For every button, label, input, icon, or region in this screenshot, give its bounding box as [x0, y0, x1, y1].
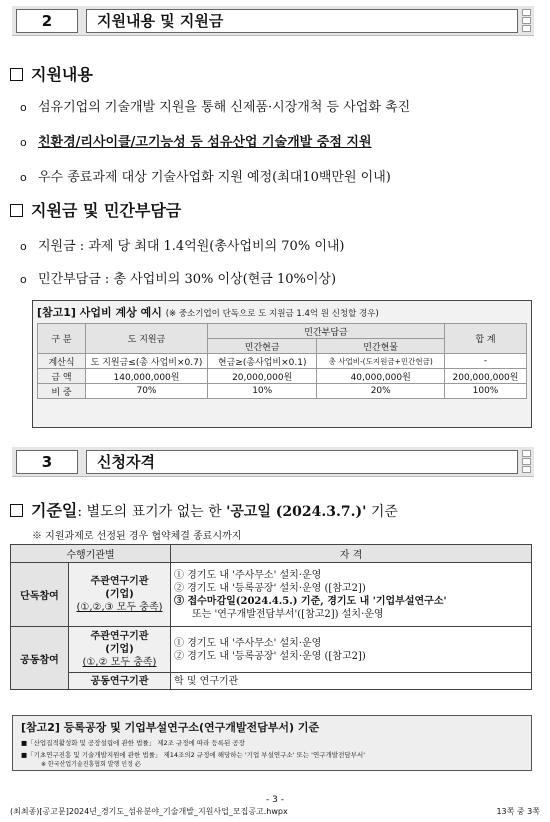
- budget-example-title: [참고1] 사업비 계상 예시 (※ 중소기업이 단독으로 도 지원금 1.4억 원 신청할 경우): [37, 306, 379, 319]
- circle-bullet-icon: o: [20, 101, 27, 114]
- table-row: 계산식 도 지원금≤(총 사업비×0.7) 현금≥(총사업비×0.1) 총 사업비-(도지원금+민간현금) -: [38, 354, 527, 369]
- list-item: o 민간부담금 : 총 사업비의 30% 이상(현금 10%이상): [20, 272, 337, 287]
- circle-bullet-icon: o: [20, 136, 27, 149]
- factory-criteria-box: [참고2] 등록공장 및 기업부설연구소(연구개발전담부서) 기준 ■「산업집적활성화 및 공장설립에 관한 법률」 제2조 규정에 따라 등록된 공장 ■「기초연구진흥 및 기술개발지원에 관한 법률」 제14조의2 규정에 해당하는 '기업 부설연구소' 또는 '연구개발전담부서' ※ 한국산업기술진흥협회 발행 인정 必: [12, 715, 532, 771]
- base-date-note: ※ 지원과제로 선정된 경우 협약체결 종료시까지: [32, 531, 242, 542]
- budget-example-box: [32, 300, 532, 428]
- section-header: [12, 447, 534, 477]
- section-number: 3: [16, 450, 78, 474]
- base-date-line: 기준일: 별도의 표기가 없는 한 '공고일 (2024.3.7.)' 기준: [10, 498, 398, 521]
- list-item: o 섬유기업의 기술개발 지원을 통해 신제품·시장개척 등 사업화 촉진: [20, 100, 411, 115]
- list-item: o 친환경/리사이클/고기능성 등 섬유산업 기술개발 중점 지원: [20, 135, 372, 150]
- list-item: o 우수 종료과제 대상 기술사업화 지원 예정(최대10백만원 이내): [20, 170, 391, 185]
- page-number: - 3 -: [266, 795, 284, 805]
- circle-bullet-icon: o: [20, 240, 27, 253]
- tab-decoration: [522, 450, 531, 474]
- table-row: 금 액 140,000,000원 20,000,000원 40,000,000원 200,000,000원: [38, 369, 527, 384]
- support-content-heading: 지원내용: [10, 62, 93, 85]
- section-header: [12, 6, 534, 36]
- square-bullet-icon: [10, 204, 23, 217]
- tab-decoration: [522, 9, 531, 33]
- list-item: o 지원금 : 과제 당 최대 1.4억원(총사업비의 70% 이내): [20, 239, 345, 254]
- footer-filename: (최최종)[공고문]2024년_경기도_섬유분야_기술개발_지원사업_모집공고.hwpx: [10, 807, 288, 816]
- budget-table: 구 분 도 지원금 민간부담금 합 계 민간현금 민간현물 계산식 도 지원금≤(총 사업비×0.7) 현금≥(총사업비×0.1) 총 사업비-(도지원금+민간현금) - 금 액 140,000,000원 20,000,000원 40,000,000원 200,000,000원 비 중 70% 10% 20% 100%: [37, 323, 527, 399]
- square-bullet-icon: [10, 504, 23, 517]
- circle-bullet-icon: o: [20, 273, 27, 286]
- table-row: 공동연구기관 학 및 연구기관: [11, 673, 532, 690]
- eligibility-table: 수행기관별 자 격 단독참여 주관연구기관 (기업) (①,②,③ 모두 충족) ① 경기도 내 '주사무소' 설치·운영 ② 경기도 내 '등록공장' 설치·운영 ([참고2]) ③ 접수마감일(2024.4.5.) 기준, 경기도 내 '기업부설연구소' 또는 '연구개발전담부서'([참고2]) 설치·운영 공동참여 주관연구기관 (기업) (①,② 모두 충족) ① 경기도 내 '주사무소' 설치·운영 ② 경기도 내 '등록공장' 설치·운영 ([참고2]) 공동연구기관 학 및 연구기관: [10, 544, 532, 690]
- table-row: 공동참여 주관연구기관 (기업) (①,② 모두 충족) ① 경기도 내 '주사무소' 설치·운영 ② 경기도 내 '등록공장' 설치·운영 ([참고2]): [11, 627, 532, 673]
- footer: [10, 806, 540, 817]
- circle-bullet-icon: o: [20, 171, 27, 184]
- funding-heading: 지원금 및 민간부담금: [10, 198, 181, 221]
- square-bullet-icon: [10, 68, 23, 81]
- footer-page-count: 13쪽 중 3쪽: [496, 807, 540, 816]
- section-title: 신청자격: [86, 450, 518, 474]
- section-title: 지원내용 및 지원금: [86, 9, 518, 33]
- section-number: 2: [16, 9, 78, 33]
- table-row: 비 중 70% 10% 20% 100%: [38, 384, 527, 399]
- table-row: 단독참여 주관연구기관 (기업) (①,②,③ 모두 충족) ① 경기도 내 '주사무소' 설치·운영 ② 경기도 내 '등록공장' 설치·운영 ([참고2]) ③ 접수마감일(2024.4.5.) 기준, 경기도 내 '기업부설연구소' 또는 '연구개발전담부서'([참고2]) 설치·운영: [11, 563, 532, 627]
